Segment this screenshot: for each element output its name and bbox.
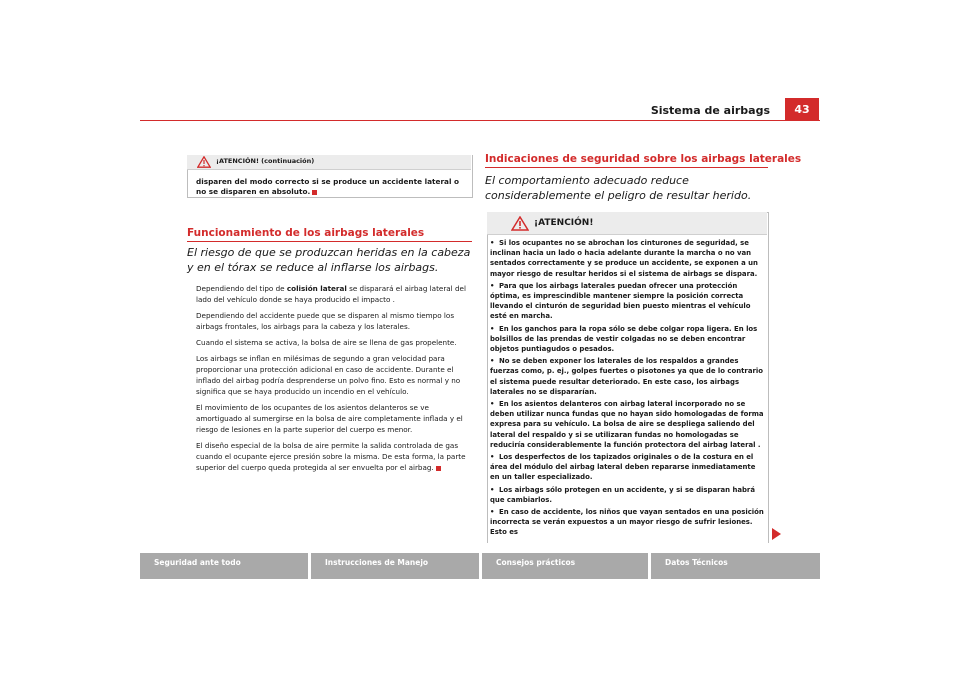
section-divider	[485, 167, 768, 168]
bullet-icon: •	[490, 357, 495, 366]
section-subtitle: El comportamiento adecuado reduce considerablemente el peligro de resultar herido.	[485, 174, 752, 202]
footer-tab-consejos[interactable]: Consejos prácticos	[482, 553, 648, 579]
footer-tab-seguridad[interactable]: Seguridad ante todo	[140, 553, 308, 579]
bullet-icon: •	[490, 485, 495, 494]
warning-label: ¡ATENCIÓN!	[534, 218, 594, 228]
paragraph: El movimiento de los ocupantes de los asientos delanteros se ve amortiguado al sumergirse en la bolsa de aire completamente inflada y el riesgo de lesiones en la parte superior del cuerpo es menor.	[196, 403, 463, 434]
warning-item: • Los desperfectos de los tapizados originales o de la costura en el área del módulo del airbag lateral deben repararse inmediatamente en un taller especializado.	[490, 453, 756, 482]
header-divider	[140, 120, 820, 121]
warning-header	[487, 212, 767, 235]
warning-item: • En caso de accidente, los niños que vayan sentados en una posición incorrecta se verán expuestos a un mayor riesgo de sufrir lesiones. Esto es	[490, 508, 764, 537]
footer-tab-instrucciones[interactable]: Instrucciones de Manejo	[311, 553, 479, 579]
end-of-section-icon	[312, 190, 317, 195]
warning-triangle-icon	[197, 156, 211, 168]
bullet-icon: •	[490, 453, 495, 462]
paragraph: Dependiendo del accidente puede que se disparen al mismo tiempo los airbags frontales, los airbags para la cabeza y los laterales.	[196, 311, 455, 331]
warning-triangle-icon	[511, 216, 529, 231]
paragraph: Los airbags se inflan en milésimas de segundo a gran velocidad para proporcionar una protección adicional en caso de accidente. Durante el inflado del airbag podría desprenderse un polvo fino. Esto es normal y no significa que se haya producido un incendio en el vehículo.	[196, 354, 461, 396]
paragraph: Dependiendo del tipo de colisión lateral se disparará el airbag lateral del lado del vehículo donde se haya producido el impacto .	[196, 284, 466, 304]
warning-continued-text: disparen del modo correcto si se produce un accidente lateral o no se disparen en absoluto.	[196, 177, 460, 196]
bullet-icon: •	[490, 324, 495, 333]
warning-item: • Los airbags sólo protegen en un accidente, y si se disparan habrá que cambiarlos.	[490, 485, 755, 504]
paragraph: El diseño especial de la bolsa de aire permite la salida controlada de gas cuando el ocupante ejerce presión sobre la misma. De esta forma, la parte superior del cuerpo queda protegida al ser envuelta por el airbag.	[196, 441, 466, 472]
section-body	[196, 283, 472, 478]
bullet-icon: •	[490, 400, 495, 409]
bullet-icon: •	[490, 508, 495, 517]
warning-item: • Si los ocupantes no se abrochan los cinturones de seguridad, se inclinan hacia un lado o hacia adelante durante la marcha o no van sentados correctamente y se produce un accidente, se exponen a un mayor riesgo de resultar heridos si el sistema de airbags se dispara.	[490, 239, 758, 278]
bullet-icon: •	[490, 239, 495, 247]
section-divider	[187, 241, 472, 242]
end-of-section-icon	[436, 466, 441, 471]
paragraph: Cuando el sistema se activa, la bolsa de aire se llena de gas propelente.	[196, 338, 457, 347]
page-number: 43	[785, 98, 819, 120]
warning-list	[490, 238, 766, 540]
warning-continued-label: ¡ATENCIÓN! (continuación)	[216, 157, 315, 165]
section-title-indicaciones: Indicaciones de seguridad sobre los airbags laterales	[485, 153, 802, 165]
section-subtitle: El riesgo de que se produzcan heridas en la cabeza y en el tórax se reduce al inflarse los airbags.	[187, 246, 471, 274]
continue-arrow-icon	[772, 528, 781, 540]
bullet-icon: •	[490, 281, 495, 290]
warning-item: • No se deben exponer los laterales de los respaldos a grandes fuerzas como, p. ej., golpes fuertes o pisotones ya que de lo contrario el sistema puede resultar deteriorado. En este caso, los airbags laterales no se dispararían.	[490, 357, 763, 396]
warning-item: • En los asientos delanteros con airbag lateral incorporado no se deben utilizar nunca fundas que no hayan sido homologadas de forma expresa para su vehículo. La bolsa de aire se despliega saliendo del lateral del respaldo y si se utilizaran fundas no homologadas se reduciría considerablemente la función protectora del airbag lateral .	[490, 400, 764, 449]
warning-continued-header	[187, 155, 471, 170]
footer-tab-datos[interactable]: Datos Técnicos	[651, 553, 820, 579]
warning-item: • Para que los airbags laterales puedan ofrecer una protección óptima, es imprescindible mantener siempre la posición correcta llevando el cinturón de seguridad bien puesto mientras el vehículo esté en marcha.	[490, 281, 751, 321]
section-title-funcionamiento: Funcionamiento de los airbags laterales	[187, 227, 425, 239]
page-header-title: Sistema de airbags	[650, 104, 770, 117]
warning-item: • En los ganchos para la ropa sólo se debe colgar ropa ligera. En los bolsillos de las prendas de vestir colgadas no se deben encontrar objetos puntiagudos o pesados.	[490, 324, 758, 354]
